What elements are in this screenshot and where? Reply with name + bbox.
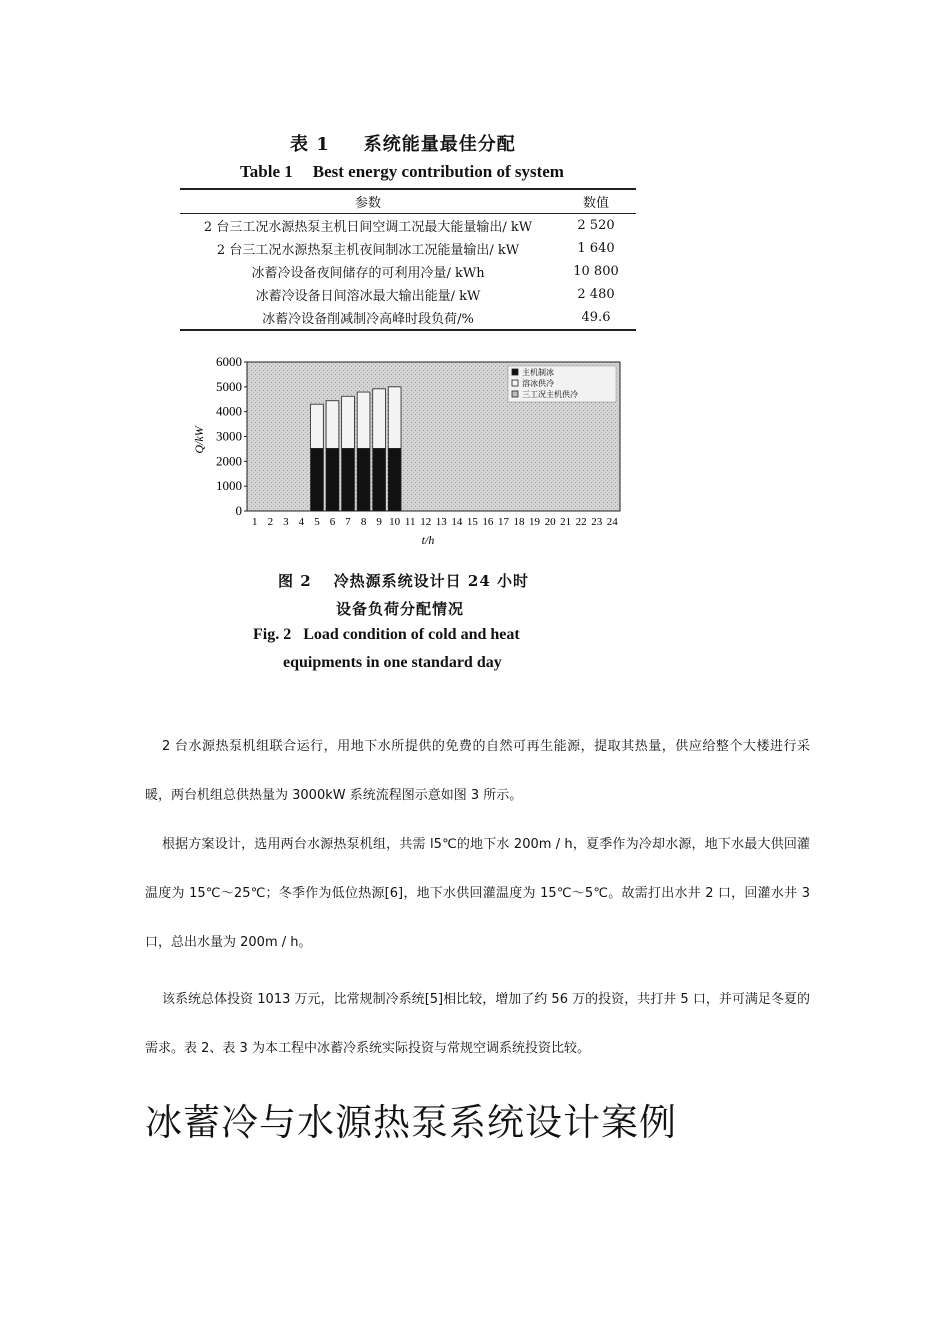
row-value: 49.6 bbox=[556, 306, 636, 330]
x-tick-label: 3 bbox=[283, 516, 289, 528]
bar-segment bbox=[342, 396, 355, 448]
table-row bbox=[180, 306, 636, 330]
row-value: 2 520 bbox=[577, 218, 615, 233]
figure-number-cn: 图 2 bbox=[278, 572, 312, 590]
x-tick-label: 22 bbox=[575, 516, 587, 528]
legend-swatch bbox=[512, 380, 518, 386]
bar-segment bbox=[311, 448, 324, 511]
row-value: 2 480 bbox=[577, 287, 615, 302]
legend-label: 溶冰供冷 bbox=[522, 379, 554, 388]
table-number-cn: 表 1 bbox=[290, 134, 330, 155]
x-tick-label: 18 bbox=[513, 516, 525, 528]
table-caption-cn bbox=[290, 130, 516, 156]
table-number-en: Table 1 bbox=[240, 162, 293, 181]
y-tick-label: 5000 bbox=[216, 378, 242, 394]
document-title: 冰蓄冷与水源热泵系统设计案例 bbox=[145, 1101, 677, 1144]
row-param: 2 台三工况水源热泵主机日间空调工况最大能量输出/ kW bbox=[203, 220, 533, 235]
y-tick-label: 3000 bbox=[216, 428, 242, 444]
y-tick-label: 1000 bbox=[216, 478, 242, 494]
x-tick-label: 9 bbox=[376, 516, 382, 528]
x-tick-label: 10 bbox=[389, 516, 401, 528]
figure-caption-cn-line2: 设备负荷分配情况 bbox=[336, 600, 465, 618]
x-tick-label: 21 bbox=[560, 516, 572, 528]
bar-segment bbox=[342, 448, 355, 511]
x-tick-label: 12 bbox=[420, 516, 432, 528]
x-tick-label: 2 bbox=[267, 516, 274, 528]
table-caption-en bbox=[240, 162, 564, 182]
figure-number-en: Fig. 2 bbox=[253, 626, 292, 643]
x-tick-label: 5 bbox=[314, 516, 320, 528]
x-tick-label: 20 bbox=[544, 516, 556, 528]
row-param: 冰蓄冷设备日间溶冰最大输出能量/ kW bbox=[255, 289, 481, 304]
x-tick-label: 4 bbox=[298, 516, 305, 528]
x-tick-label: 14 bbox=[451, 516, 463, 528]
header-value: 数值 bbox=[556, 189, 636, 214]
y-tick-label: 4000 bbox=[216, 403, 242, 419]
x-axis-label: t/h bbox=[421, 533, 435, 547]
x-tick-label: 8 bbox=[360, 516, 367, 528]
load-distribution-chart bbox=[192, 350, 635, 555]
header-param: 参数 bbox=[180, 189, 556, 214]
row-param: 冰蓄冷设备夜间储存的可利用冷量/ kWh bbox=[251, 266, 485, 281]
bar-segment bbox=[373, 448, 386, 511]
table-title-cn: 系统能量最佳分配 bbox=[363, 134, 516, 155]
x-tick-label: 16 bbox=[482, 516, 494, 528]
x-tick-label: 15 bbox=[466, 516, 478, 528]
bar-segment bbox=[311, 404, 324, 448]
x-tick-label: 1 bbox=[252, 516, 258, 528]
x-tick-label: 19 bbox=[529, 516, 541, 528]
legend-label: 主机制冰 bbox=[522, 368, 554, 377]
row-value: 1 640 bbox=[577, 241, 615, 256]
row-param: 冰蓄冷设备削减制冷高峰时段负荷/% bbox=[180, 306, 556, 330]
bar-segment bbox=[388, 448, 401, 511]
legend-label: 三工况主机供冷 bbox=[522, 390, 578, 399]
bar-segment bbox=[326, 448, 339, 511]
table-row bbox=[180, 283, 636, 306]
paragraph: 该系统总体投资 1013 万元，比常规制冷系统[5]相比较，增加了约 56 万的投资，共打井 5 口，并可满足冬夏的需求。表 2、表 3 为本工程中冰蓄冷系统实际投资与常规空调系统投资比较。 bbox=[145, 992, 810, 1056]
table-header-row bbox=[180, 189, 636, 214]
figure-caption-en-line1 bbox=[253, 626, 520, 644]
legend-swatch bbox=[512, 369, 518, 375]
x-tick-label: 13 bbox=[435, 516, 447, 528]
x-tick-label: 7 bbox=[345, 516, 351, 528]
table-row bbox=[180, 214, 636, 238]
figure-caption-en-line2: equipments in one standard day bbox=[283, 654, 502, 671]
table-title-en: Best energy contribution of system bbox=[312, 162, 564, 181]
figure-title-en: Load condition of cold and heat bbox=[303, 626, 520, 643]
x-tick-label: 23 bbox=[591, 516, 603, 528]
bar-segment bbox=[326, 401, 339, 449]
bar-segment bbox=[373, 389, 386, 449]
table-row bbox=[180, 260, 636, 283]
paragraph: 2 台水源热泵机组联合运行，用地下水所提供的免费的自然可再生能源，提取其热量，供应给整个大楼进行采暖，两台机组总供热量为 3000kW 系统流程图示意如图 3 所示。 bbox=[145, 739, 810, 803]
y-tick-label: 6000 bbox=[216, 354, 242, 369]
figure-title-cn: 冷热源系统设计日 24 小时 bbox=[333, 572, 529, 590]
x-tick-label: 24 bbox=[606, 516, 618, 528]
paragraph: 根据方案设计，选用两台水源热泵机组，共需 l5℃的地下水 200m / h，夏季作为冷却水源，地下水最大供回灌温度为 15℃～25℃；冬季作为低位热源[6]，地下水供回灌温度为 15℃～5℃。故需打出水井 2 口，回灌水井 3 口，总出水量为 200m / h。 bbox=[145, 837, 810, 950]
y-axis-label: Q/kW bbox=[192, 426, 206, 454]
legend-swatch bbox=[512, 391, 518, 397]
x-tick-label: 17 bbox=[497, 516, 509, 528]
y-tick-label: 0 bbox=[235, 503, 242, 518]
y-tick-label: 2000 bbox=[216, 453, 242, 469]
figure-caption-cn-line1 bbox=[278, 570, 529, 591]
chart-legend bbox=[508, 366, 616, 402]
row-value: 10 800 bbox=[573, 264, 619, 279]
row-param: 2 台三工况水源热泵主机夜间制冰工况能量输出/ kW bbox=[216, 243, 520, 258]
x-tick-label: 6 bbox=[329, 516, 336, 528]
energy-table bbox=[180, 188, 636, 331]
table-row bbox=[180, 237, 636, 260]
bar-segment bbox=[357, 392, 370, 448]
x-tick-label: 11 bbox=[404, 516, 416, 528]
bar-segment bbox=[357, 448, 370, 511]
bar-segment bbox=[388, 387, 401, 449]
